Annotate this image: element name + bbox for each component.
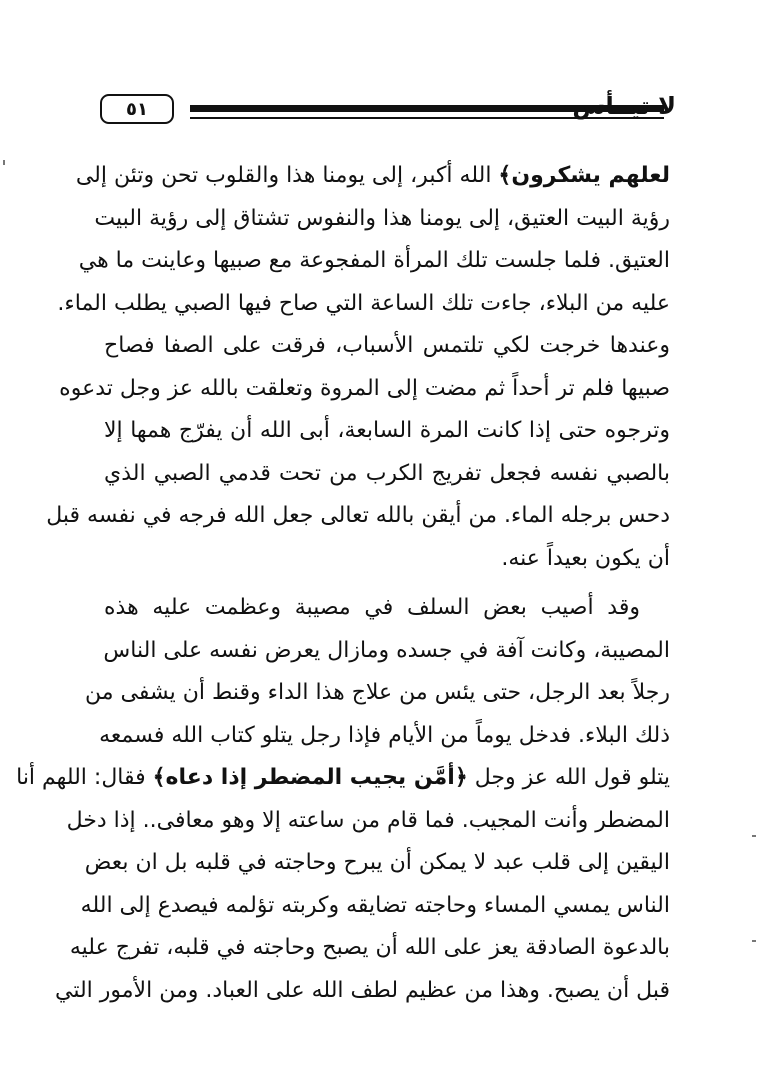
book-title: لا تيــأس — [572, 92, 676, 120]
text-line: بالدعوة الصادقة يعز على الله أن يصبح وحاجته في قلبه، تفرج عليه — [69, 935, 670, 960]
margin-speck — [752, 940, 756, 942]
text-line: العتيق. فلما جلست تلك المرأة المفجوعة مع صبيها وعاينت ما هي — [78, 248, 670, 273]
text-line: عليه من البلاء، جاءت تلك الساعة التي صاح فيها الصبي يطلب الماء. — [57, 290, 670, 316]
text-line: الناس يمسي المساء وحاجته تضايقه وكربته تؤلمه فيصدع إلى الله — [80, 892, 670, 918]
quran-quote: ﴿أمَّن يجيب المضطر إذا دعاه﴾ — [152, 765, 468, 790]
text-line: المضطر وأنت المجيب. فما قام من ساعته إلا وهو معافى.. إذا دخل — [66, 807, 670, 833]
page-body — [16, 155, 670, 1012]
margin-speck — [3, 160, 5, 165]
text-line: اليقين إلى قلب عبد لا يمكن أن يبرح وحاجته في قلبه بل ان بعض — [84, 850, 670, 875]
page-header — [100, 92, 674, 132]
quran-quote: لعلهم يشكرون﴾ — [498, 163, 670, 188]
text-line: وعندها خرجت لكي تلتمس الأسباب، فرقت على الصفا فصاح — [104, 333, 670, 358]
margin-speck — [752, 835, 756, 837]
text-line: ذلك البلاء. فدخل يوماً من الأيام فإذا رجل يتلو كتاب الله فسمعه — [99, 722, 670, 748]
text-line: وقد أصيب بعض السلف في مصيبة وعظمت عليه هذه — [104, 595, 640, 620]
text-line: وترجوه حتى إذا كانت المرة السابعة، أبى الله أن يفرّج همها إلا — [104, 418, 670, 443]
text-line: رجلاً بعد الرجل، حتى يئس من علاج هذا الداء وقنط أن يشفى من — [85, 680, 670, 705]
text-line: بالصبي نفسه فجعل تفريج الكرب من تحت قدمي الصبي الذي — [104, 460, 670, 486]
text-line: دحس برجله الماء. من أيقن بالله تعالى جعل الله فرجه في نفسه قبل — [46, 503, 670, 528]
text-line: قبل أن يصبح. وهذا من عظيم لطف الله على العباد. ومن الأمور التي — [54, 977, 670, 1003]
text-line: أن يكون بعيداً عنه. — [501, 545, 670, 571]
text-line: صبيها فلم تر أحداً ثم مضت إلى المروة وتعلقت بالله عز وجل تدعوه — [59, 375, 670, 401]
text-line: يتلو قول الله عز وجل ﴿أمَّن يجيب المضطر إذا دعاه﴾ فقال: اللهم أنا — [16, 765, 670, 790]
text-line: رؤية البيت العتيق، إلى يومنا هذا والنفوس تشتاق إلى رؤية البيت — [94, 205, 670, 231]
text-line: لعلهم يشكرون﴾ الله أكبر، إلى يومنا هذا والقلوب تحن وتئن إلى — [75, 163, 670, 188]
text-line: المصيبة، وكانت آفة في جسده ومازال يعرض نفسه على الناس — [103, 637, 670, 663]
page-number: ٥١ — [100, 94, 174, 124]
